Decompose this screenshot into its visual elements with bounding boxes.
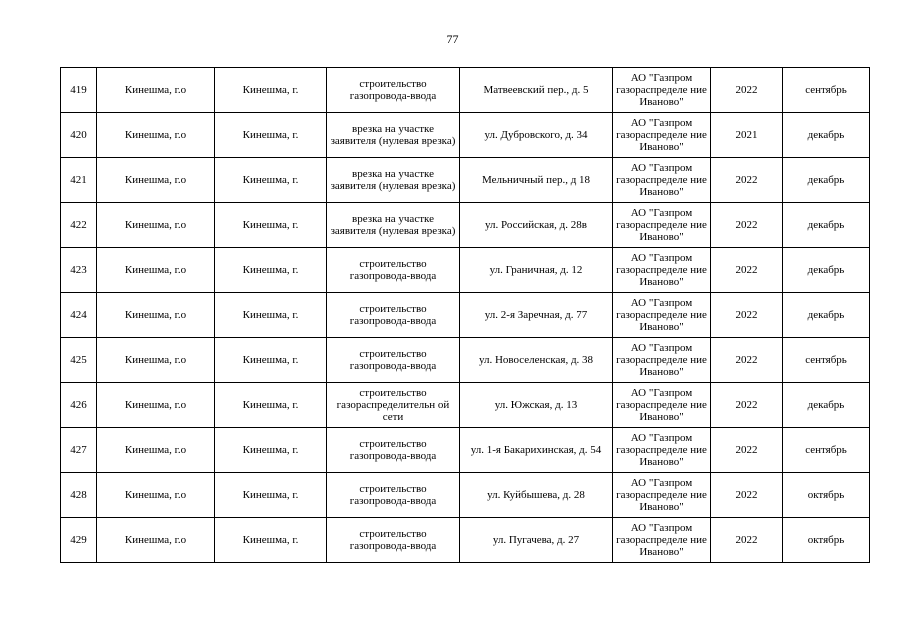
year-cell: 2022 xyxy=(711,248,783,293)
address-cell: ул. Российская, д. 28в xyxy=(460,203,613,248)
settlement-cell: Кинешма, г. xyxy=(215,383,327,428)
district-cell: Кинешма, г.о xyxy=(97,428,215,473)
owner-cell: АО "Газпром газораспределе ние Иваново" xyxy=(613,158,711,203)
address-cell: Матвеевский пер., д. 5 xyxy=(460,68,613,113)
district-cell: Кинешма, г.о xyxy=(97,518,215,563)
row-number-cell: 427 xyxy=(61,428,97,473)
settlement-cell: Кинешма, г. xyxy=(215,428,327,473)
table-row xyxy=(61,68,870,113)
owner-cell: АО "Газпром газораспределе ние Иваново" xyxy=(613,293,711,338)
work-type-cell: строительство газопровода-ввода xyxy=(327,518,460,563)
district-cell: Кинешма, г.о xyxy=(97,68,215,113)
year-cell: 2022 xyxy=(711,518,783,563)
owner-cell: АО "Газпром газораспределе ние Иваново" xyxy=(613,248,711,293)
table-row xyxy=(61,383,870,428)
owner-cell: АО "Газпром газораспределе ние Иваново" xyxy=(613,473,711,518)
address-cell: ул. Дубровского, д. 34 xyxy=(460,113,613,158)
address-cell: ул. 1-я Бакарихинская, д. 54 xyxy=(460,428,613,473)
year-cell: 2022 xyxy=(711,293,783,338)
address-cell: Мельничный пер., д 18 xyxy=(460,158,613,203)
work-type-cell: строительство газопровода-ввода xyxy=(327,293,460,338)
settlement-cell: Кинешма, г. xyxy=(215,113,327,158)
district-cell: Кинешма, г.о xyxy=(97,203,215,248)
year-cell: 2022 xyxy=(711,428,783,473)
owner-cell: АО "Газпром газораспределе ние Иваново" xyxy=(613,428,711,473)
work-type-cell: строительство газопровода-ввода xyxy=(327,428,460,473)
settlement-cell: Кинешма, г. xyxy=(215,338,327,383)
settlement-cell: Кинешма, г. xyxy=(215,68,327,113)
row-number-cell: 424 xyxy=(61,293,97,338)
year-cell: 2021 xyxy=(711,113,783,158)
row-number-cell: 420 xyxy=(61,113,97,158)
row-number-cell: 421 xyxy=(61,158,97,203)
month-cell: декабрь xyxy=(783,383,870,428)
settlement-cell: Кинешма, г. xyxy=(215,518,327,563)
owner-cell: АО "Газпром газораспределе ние Иваново" xyxy=(613,68,711,113)
registry-table xyxy=(60,67,870,563)
row-number-cell: 423 xyxy=(61,248,97,293)
month-cell: октябрь xyxy=(783,518,870,563)
month-cell: декабрь xyxy=(783,293,870,338)
month-cell: декабрь xyxy=(783,203,870,248)
table-row xyxy=(61,293,870,338)
address-cell: ул. Куйбышева, д. 28 xyxy=(460,473,613,518)
district-cell: Кинешма, г.о xyxy=(97,248,215,293)
work-type-cell: врезка на участке заявителя (нулевая врезка) xyxy=(327,203,460,248)
owner-cell: АО "Газпром газораспределе ние Иваново" xyxy=(613,518,711,563)
row-number-cell: 419 xyxy=(61,68,97,113)
year-cell: 2022 xyxy=(711,203,783,248)
work-type-cell: строительство газопровода-ввода xyxy=(327,473,460,518)
row-number-cell: 429 xyxy=(61,518,97,563)
year-cell: 2022 xyxy=(711,158,783,203)
year-cell: 2022 xyxy=(711,473,783,518)
month-cell: сентябрь xyxy=(783,428,870,473)
owner-cell: АО "Газпром газораспределе ние Иваново" xyxy=(613,203,711,248)
address-cell: ул. Южская, д. 13 xyxy=(460,383,613,428)
table-row xyxy=(61,473,870,518)
district-cell: Кинешма, г.о xyxy=(97,473,215,518)
page-number: 77 xyxy=(446,32,459,46)
owner-cell: АО "Газпром газораспределе ние Иваново" xyxy=(613,338,711,383)
district-cell: Кинешма, г.о xyxy=(97,293,215,338)
table-row xyxy=(61,113,870,158)
address-cell: ул. Граничная, д. 12 xyxy=(460,248,613,293)
month-cell: октябрь xyxy=(783,473,870,518)
table-row xyxy=(61,248,870,293)
row-number-cell: 428 xyxy=(61,473,97,518)
settlement-cell: Кинешма, г. xyxy=(215,473,327,518)
month-cell: сентябрь xyxy=(783,338,870,383)
address-cell: ул. Пугачева, д. 27 xyxy=(460,518,613,563)
month-cell: сентябрь xyxy=(783,68,870,113)
table-row xyxy=(61,338,870,383)
settlement-cell: Кинешма, г. xyxy=(215,248,327,293)
address-cell: ул. 2-я Заречная, д. 77 xyxy=(460,293,613,338)
work-type-cell: строительство газопровода-ввода xyxy=(327,248,460,293)
table-row xyxy=(61,158,870,203)
row-number-cell: 422 xyxy=(61,203,97,248)
year-cell: 2022 xyxy=(711,383,783,428)
settlement-cell: Кинешма, г. xyxy=(215,158,327,203)
row-number-cell: 426 xyxy=(61,383,97,428)
year-cell: 2022 xyxy=(711,338,783,383)
month-cell: декабрь xyxy=(783,248,870,293)
district-cell: Кинешма, г.о xyxy=(97,338,215,383)
work-type-cell: врезка на участке заявителя (нулевая врезка) xyxy=(327,158,460,203)
district-cell: Кинешма, г.о xyxy=(97,158,215,203)
district-cell: Кинешма, г.о xyxy=(97,113,215,158)
work-type-cell: строительство газопровода-ввода xyxy=(327,338,460,383)
settlement-cell: Кинешма, г. xyxy=(215,293,327,338)
owner-cell: АО "Газпром газораспределе ние Иваново" xyxy=(613,383,711,428)
registry-table-body xyxy=(61,68,870,563)
table-row xyxy=(61,203,870,248)
district-cell: Кинешма, г.о xyxy=(97,383,215,428)
work-type-cell: врезка на участке заявителя (нулевая врезка) xyxy=(327,113,460,158)
year-cell: 2022 xyxy=(711,68,783,113)
owner-cell: АО "Газпром газораспределе ние Иваново" xyxy=(613,113,711,158)
table-row xyxy=(61,428,870,473)
month-cell: декабрь xyxy=(783,158,870,203)
row-number-cell: 425 xyxy=(61,338,97,383)
work-type-cell: строительство газораспределительн ой сети xyxy=(327,383,460,428)
month-cell: декабрь xyxy=(783,113,870,158)
table-row xyxy=(61,518,870,563)
settlement-cell: Кинешма, г. xyxy=(215,203,327,248)
work-type-cell: строительство газопровода-ввода xyxy=(327,68,460,113)
address-cell: ул. Новоселенская, д. 38 xyxy=(460,338,613,383)
